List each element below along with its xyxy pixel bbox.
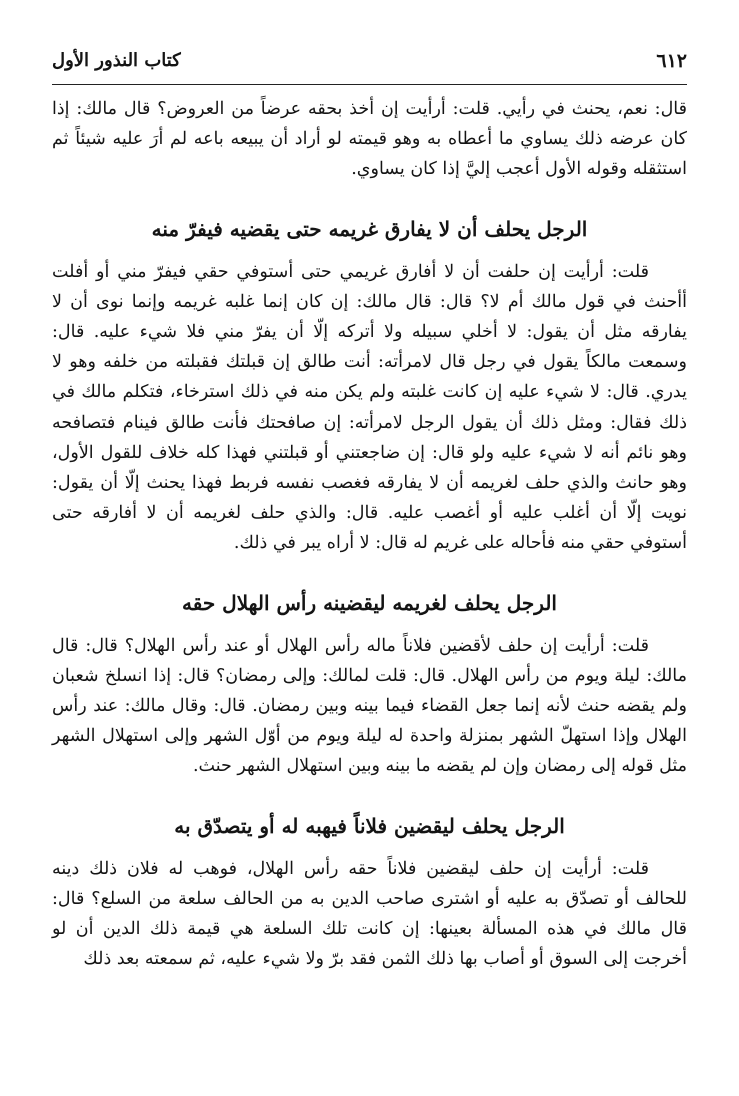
section-heading: الرجل يحلف ليقضين فلاناً فيهبه له أو يتصدّق به (174, 813, 565, 838)
book-title: كتاب النذور الأول (52, 50, 181, 71)
section-heading: الرجل يحلف لغريمه ليقضينه رأس الهلال حقه (182, 590, 557, 615)
section-heading: الرجل يحلف أن لا يفارق غريمه حتى يقضيه فيفرّ منه (151, 216, 588, 241)
section-paragraph: قلت: أرأيت إن حلف ليقضين فلاناً حقه رأس الهلال، فوهب له فلان ذلك دينه للحالف أو تصدّق به عليه أو اشترى صاحب الدين به من الحالف سلعة من السلع؟ قال: قال مالك في هذه المسألة بعينها: إن كانت تلك السلعة هي قيمة ذلك الدين أن لو أخرجت إلى السوق أو أصاب بها ذلك الثمن فقد برّ ولا شيء عليه، ثم سمعته بعد ذلك (52, 858, 687, 970)
page-header (52, 44, 687, 85)
section-paragraph: قلت: أرأيت إن حلف لأقضين فلاناً ماله رأس الهلال أو عند رأس الهلال؟ قال: قال مالك: ليلة ويوم من رأس الهلال. قال: قلت لمالك: وإلى رمضان؟ قال: إذا انسلخ شعبان ولم يقضه حنث لأنه إنما جعل القضاء فيما بينه وبين رمضان. قال: وقال مالك: عند رأس الهلال وإذا استهلّ الشهر بمنزلة واحدة له ليلة ويوم من أوّل الشهر وإلى استهلال الشهر مثل قوله إلى رمضان وإن لم يقضه ما بينه وبين استهلال الشهر حنث. (52, 635, 687, 777)
page-number: ٦١٢ (656, 50, 687, 72)
section-paragraph: قلت: أرأيت إن حلفت أن لا أفارق غريمي حتى أستوفي حقي فيفرّ مني أو أفلت أأحنث في قول مالك أم لا؟ قال: قال مالك: إن كان إنما غلبه غريمه وإنما نوى أن لا يفارقه مثل أن يقول: لا أخلي سبيله ولا أتركه إلّا أن يفرّ مني فلا شيء عليه. قال: وسمعت مالكاً يقول في رجل قال لامرأته: أنت طالق إن قبلتك فقبلته من خلفه وهو لا يدري. قال: لا شيء عليه إن كانت غلبته ولم يكن منه في ذلك استرخاء، فتكلم مالك في ذلك فقال: ومثل ذلك أن يقول الرجل لامرأته: إن صافحتك فأنت طالق فينام فتصافحه وهو نائم أنه لا شيء عليه ولو قال: إن ضاجعتني أو قبلتني فهذا كله خلاف للقول الأول، وهو حانث والذي حلف لغريمه أن لا يفارقه فغصب نفسه فربط فهذا يحنث إلّا أن يقول: نويت إلّا أن أغلب عليه أو أغصب عليه. قال: والذي حلف لغريمه أن لا أفارقه حتى أستوفي حقي منه فأحاله على غريم له قال: لا أراه يبر في ذلك. (52, 261, 687, 554)
continuation-paragraph: قال: نعم، يحنث في رأيي. قلت: أرأيت إن أخذ بحقه عرضاً من العروض؟ قال مالك: إذا كان عرضه ذلك يساوي ما أعطاه به وهو قيمته لو أراد أن يبيعه باعه لم أرَ عليه شيئاً ثم استثقله وقوله الأول أعجب إليَّ إذا كان يساوي. (52, 99, 688, 180)
body-text (52, 94, 687, 974)
